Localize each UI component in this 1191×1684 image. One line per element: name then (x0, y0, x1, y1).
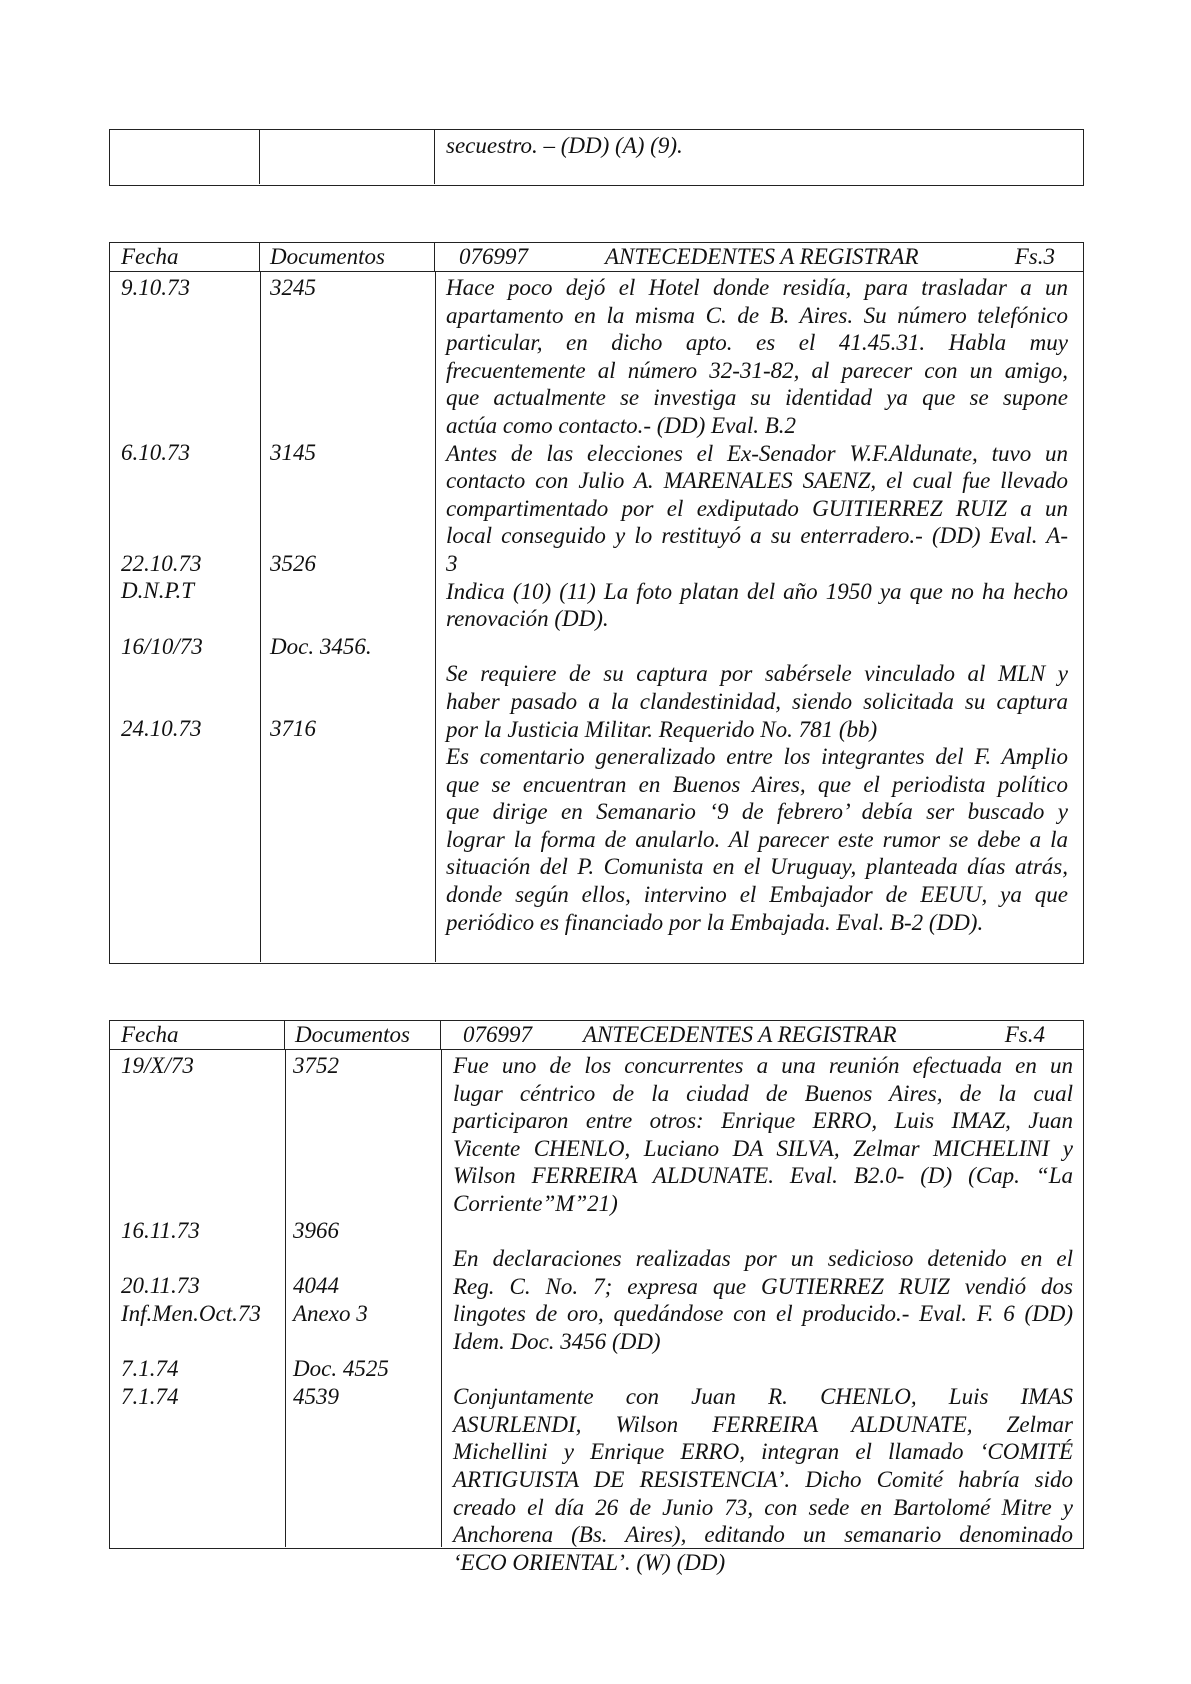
text-line: Es comentario generalizado entre los integrantes del F. Amplio (446, 744, 1068, 770)
text-line: actúa como contacto.- (DD) Eval. B.2 (446, 412, 797, 438)
records-table-fs3 (109, 242, 1084, 964)
text-line: Conjuntamente con Juan R. CHENLO, Luis IMAS (453, 1384, 1073, 1410)
text-line: lingotes de oro, quedándose con el producido.- Eval. F. 6 (DD) (453, 1301, 1073, 1327)
text-line: contacto con Julio A. MARENALES SAENZ, el cual fue llevado (446, 468, 1068, 494)
document-cell: 3752 (293, 1053, 339, 1078)
text-line: donde según ellos, intervino el Embajador de EEUU, ya que (446, 882, 1068, 908)
table-header (110, 243, 1083, 272)
record-title: ANTECEDENTES A REGISTRAR (605, 244, 919, 269)
text-line: particular, en dicho apto. es el 41.45.31. Habla muy (446, 330, 1068, 356)
date-cell: Inf.Men.Oct.73 (121, 1301, 261, 1326)
blank-line (446, 633, 1068, 661)
record-title: ANTECEDENTES A REGISTRAR (583, 1022, 897, 1047)
header-fecha: Fecha (110, 243, 260, 271)
text-line: Se requiere de su captura por sabérsele vinculado al MLN y (446, 661, 1068, 687)
column-divider (285, 1050, 286, 1547)
date-cell: 6.10.73 (121, 440, 190, 465)
text-line: local conseguido y lo restituyó a su enterradero.- (DD) Eval. A- (446, 523, 1068, 549)
document-cell: 3145 (270, 440, 316, 465)
text-line: Wilson FERREIRA ALDUNATE. Eval. B2.0- (D) (Cap. “La (453, 1163, 1073, 1189)
date-cell: 16.11.73 (121, 1218, 200, 1243)
text-line: Hace poco dejó el Hotel donde residía, para trasladar a un (446, 275, 1068, 300)
text-line: creado el día 26 de Junio 73, con sede en Bartolomé Mitre y (453, 1494, 1073, 1520)
record-code: 076997 (463, 1022, 532, 1047)
text-line: 3 (446, 550, 458, 576)
text-line: periódico es financiado por la Embajada. Eval. B-2 (DD). (446, 909, 984, 935)
date-cell: 24.10.73 (121, 716, 202, 741)
entry-text (453, 1052, 1073, 1576)
continuation-row (110, 130, 1083, 184)
document-cell: 4044 (293, 1273, 339, 1298)
text-line: que actualmente se investiga su identidad ya que se supone (446, 385, 1068, 411)
text-line: En declaraciones realizadas por un sedicioso detenido en el (453, 1246, 1073, 1272)
text-line: participaron entre otros: Enrique ERRO, Luis IMAZ, Juan (453, 1108, 1073, 1134)
text-line: apartamento en la misma C. de B. Aires. Su número telefónico (446, 302, 1068, 328)
text-line: ASURLENDI, Wilson FERREIRA ALDUNATE, Zelmar (453, 1411, 1073, 1437)
header-documentos: Documentos (285, 1021, 441, 1049)
text-line: Anchorena (Bs. Aires), editando un semanario denominado (453, 1522, 1073, 1548)
date-cell: D.N.P.T (121, 578, 195, 603)
blank-line (453, 1356, 1073, 1384)
table-body (110, 1050, 1083, 1575)
empty-docs-cell (260, 130, 435, 184)
document-cell: 3245 (270, 275, 316, 300)
entry-text (446, 274, 1068, 936)
date-cell: 20.11.73 (121, 1273, 200, 1298)
text-line: lugar céntrico de la ciudad de Buenos Aires, de la cual (453, 1080, 1073, 1106)
record-code: 076997 (459, 244, 528, 269)
column-divider (441, 1050, 442, 1547)
text-line: que dirige en Semanario ‘9 de febrero’ debía ser buscado y (446, 799, 1068, 825)
column-divider (435, 272, 436, 962)
folio-number: Fs.3 (1014, 244, 1055, 269)
text-line: Fue uno de los concurrentes a una reunión efectuada en un (453, 1053, 1073, 1078)
document-cell: Anexo 3 (293, 1301, 368, 1326)
header-fecha: Fecha (110, 1021, 285, 1049)
column-divider (260, 272, 261, 962)
text-line: compartimentado por el exdiputado GUITIERREZ RUIZ a un (446, 495, 1068, 521)
document-cell: 3966 (293, 1218, 339, 1243)
document-cell: Doc. 4525 (293, 1356, 389, 1381)
document-cell: Doc. 3456. (270, 634, 372, 659)
text-line: situación del P. Comunista en el Uruguay, planteada días atrás, (446, 854, 1068, 880)
text-line: renovación (DD). (446, 606, 609, 632)
empty-date-cell (110, 130, 260, 184)
date-cell: 7.1.74 (121, 1384, 179, 1409)
text-line: ARTIGUISTA DE RESISTENCIA’. Dicho Comité habría sido (453, 1466, 1073, 1492)
text-line: Vicente CHENLO, Luciano DA SILVA, Zelmar MICHELINI y (453, 1135, 1073, 1161)
text-line: Reg. C. No. 7; expresa que GUTIERREZ RUIZ vendió dos (453, 1273, 1073, 1299)
text-line: Corriente”M”21) (453, 1190, 618, 1216)
continuation-text: secuestro. – (DD) (A) (9). (446, 133, 683, 158)
text-line: ‘ECO ORIENTAL’. (W) (DD) (453, 1549, 726, 1575)
blank-line (453, 1218, 1073, 1246)
table-header (110, 1021, 1083, 1050)
text-line: Antes de las elecciones el Ex-Senador W.F.Aldunate, tuvo un (446, 440, 1068, 466)
date-cell: 7.1.74 (121, 1356, 179, 1381)
text-line: Indica (10) (11) La foto platan del año 1950 ya que no ha hecho (446, 578, 1068, 604)
header-record-title (435, 243, 1083, 271)
date-cell: 16/10/73 (121, 634, 203, 659)
text-line: Idem. Doc. 3456 (DD) (453, 1328, 661, 1354)
text-line: Michellini y Enrique ERRO, integran el llamado ‘COMITÉ (453, 1439, 1073, 1465)
document-cell: 3526 (270, 551, 316, 576)
text-line: lograr la forma de anularlo. Al parecer este rumor se debe a la (446, 826, 1068, 852)
text-line: por la Justicia Militar. Requerido No. 781 (bb) (446, 716, 878, 742)
text-line: frecuentemente al número 32-31-82, al parecer con un amigo, (446, 357, 1068, 383)
date-cell: 19/X/73 (121, 1053, 194, 1078)
document-cell: 3716 (270, 716, 316, 741)
text-line: que se encuentran en Buenos Aires, que el periodista político (446, 771, 1068, 797)
document-cell: 4539 (293, 1384, 339, 1409)
text-line: haber pasado a la clandestinidad, siendo solicitada su captura (446, 688, 1068, 714)
continuation-table (109, 129, 1084, 186)
folio-number: Fs.4 (1004, 1022, 1045, 1047)
header-record-title (441, 1021, 1083, 1049)
date-cell: 9.10.73 (121, 275, 190, 300)
table-body (110, 272, 1083, 962)
records-table-fs4 (109, 1020, 1084, 1575)
header-documentos: Documentos (260, 243, 435, 271)
date-cell: 22.10.73 (121, 551, 202, 576)
